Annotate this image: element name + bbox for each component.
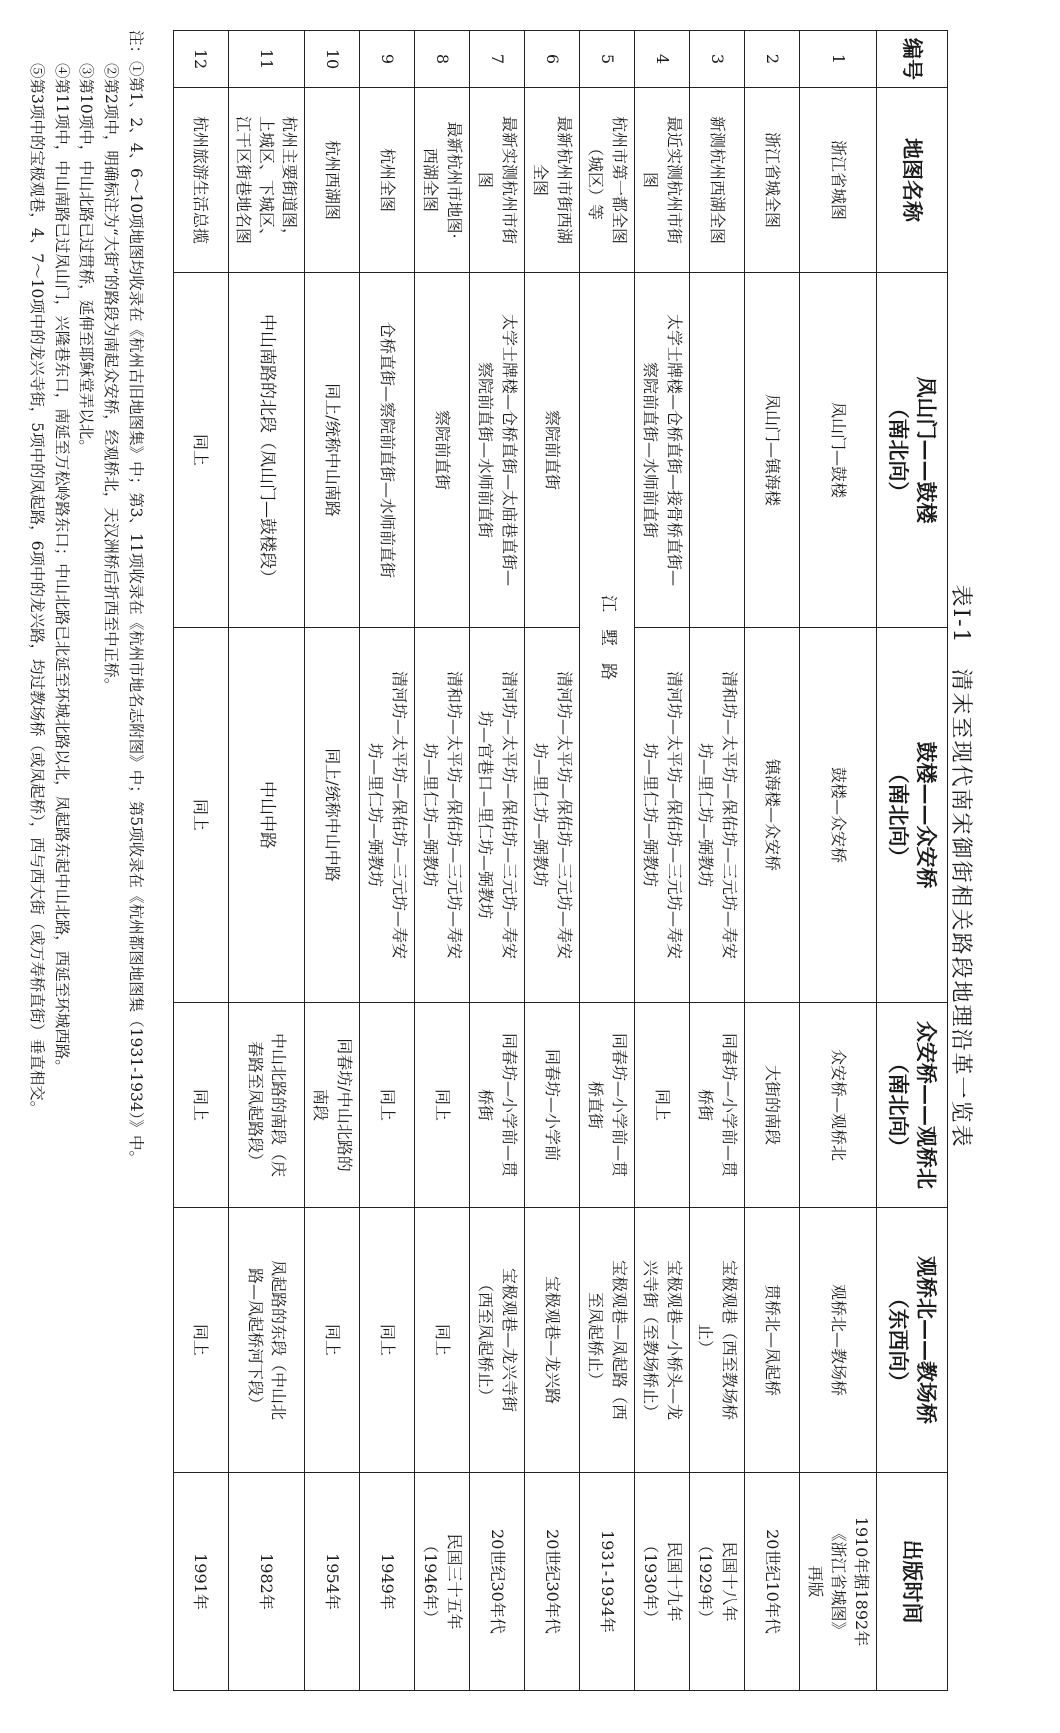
cell-segment-3: 同春坊—小学前—贯 桥街: [470, 1003, 525, 1208]
cell-map-name: 浙江省城图: [800, 88, 877, 273]
cell-zhongshan-south-road: 中山南路的北段（凤山门—鼓楼段）: [228, 273, 305, 628]
note-text: ③第10项中，中山北路已过贯桥，延伸至耶稣堂弄以北。: [77, 63, 96, 455]
cell-date: 民国十八年 （1929年）: [690, 1473, 745, 1691]
cell-segment-4: 宝极观巷（西至教场桥 止）: [690, 1208, 745, 1473]
cell-date: 1949年: [360, 1473, 415, 1691]
cell-segment-3: 同上: [360, 1003, 415, 1208]
cell-num: 4: [635, 31, 690, 88]
cell-segment-3: 同上: [415, 1003, 470, 1208]
cell-segment-1: [690, 273, 745, 628]
table-row: [173, 31, 228, 1691]
cell-num: 10: [305, 31, 360, 88]
note-text: ①第1、2、4、6～10项地图均收录在《杭州古旧地图集》中；第3、11项收录在《杭州市地名志附图》中；第5项收录在《杭州都图地图集（1931-1934）》中。: [127, 61, 145, 1167]
cell-num: 7: [470, 31, 525, 88]
cell-map-name: 最新实测杭州市街 图: [470, 88, 525, 273]
cell-segment-2: 清河坊—太平坊—保佑坊—三元坊—寿安 坊—里仁坊—弼教坊: [525, 628, 580, 1003]
note-line: [98, 30, 123, 1690]
note-line: [24, 30, 49, 1690]
cell-segment-1: 太学士牌楼—仓桥直街—接骨桥直街— 察院前直街—水师前直街: [635, 273, 690, 628]
cell-map-name: 新测杭州西湖全图: [690, 88, 745, 273]
cell-segment-4: 宝极观巷—龙兴路: [525, 1208, 580, 1473]
cell-map-name: 浙江省城全图: [745, 88, 800, 273]
note-text: ⑤第3项中的宝极观巷，4、7～10项中的龙兴寺街，5项中的凤起路，6项中的龙兴路，均过教场桥（或凤起桥），西与西大街（或万寿桥直街）垂直相交。: [27, 63, 46, 1117]
cell-segment-4: 同上: [415, 1208, 470, 1473]
cell-num: 12: [173, 31, 228, 88]
table-row: [635, 31, 690, 1691]
note-line: [49, 30, 74, 1690]
cell-segment-4: 同上: [305, 1208, 360, 1473]
cell-segment-4: 贯桥北—凤起桥: [745, 1208, 800, 1473]
table-row: [228, 31, 305, 1691]
table-row: [745, 31, 800, 1691]
cell-num: 11: [228, 31, 305, 88]
cell-segment-3: 中山北路的南段（庆 春路至凤起路段）: [228, 1003, 305, 1208]
cell-segment-1: 察院前直街: [415, 273, 470, 628]
cell-segment-1: 仓桥直街—察院前直街—水师前直街: [360, 273, 415, 628]
cell-segment-4: 宝极观巷—龙兴寺街 （西至凤起桥止）: [470, 1208, 525, 1473]
cell-date: 1991年: [173, 1473, 228, 1691]
cell-segment-3: 同上: [635, 1003, 690, 1208]
cell-map-name: 杭州市第一都全图 （城区）等: [580, 88, 635, 273]
cell-segment-4: 同上: [360, 1208, 415, 1473]
header-segment-2: 鼓楼——众安桥 （南北向）: [877, 628, 948, 1003]
cell-date: 20世纪30年代: [525, 1473, 580, 1691]
cell-map-name: 最新杭州市街西湖 全图: [525, 88, 580, 273]
cell-segment-3: 大街的南段: [745, 1003, 800, 1208]
cell-map-name: 最新杭州市地图· 西湖全图: [415, 88, 470, 273]
header-row: [877, 31, 948, 1691]
table-title: 表Ⅰ-1 清末至现代南宋御街相关路段地理沿革一览表: [948, 584, 973, 1149]
cell-map-name: 杭州西湖图: [305, 88, 360, 273]
cell-date: 1910年据1892年 《浙江省城图》 再版: [800, 1473, 877, 1691]
cell-segment-3: 同春坊—小学前: [525, 1003, 580, 1208]
cell-date: 1931-1934年: [580, 1473, 635, 1691]
cell-num: 1: [800, 31, 877, 88]
cell-segment-2: 清河坊—太平坊—保佑坊—三元坊—寿安 坊—里仁坊—弼教坊: [635, 628, 690, 1003]
cell-segment-3: 同春坊/中山北路的 南段: [305, 1003, 360, 1208]
cell-segment-2: 清河坊—太平坊—保佑坊—三元坊—寿安 坊—里仁坊—弼教坊: [360, 628, 415, 1003]
cell-jiangshu-road: 江 墅 路: [580, 273, 635, 1003]
cell-segment-3: 众安桥—观桥北: [800, 1003, 877, 1208]
cell-segment-1: 凤山门—鼓楼: [800, 273, 877, 628]
cell-segment-4: 观桥北—教场桥: [800, 1208, 877, 1473]
cell-date: 20世纪30年代: [470, 1473, 525, 1691]
table-row: [415, 31, 470, 1691]
history-table: [173, 30, 948, 1691]
header-segment-1: 凤山门——鼓楼 （南北向）: [877, 273, 948, 628]
cell-segment-1: 同上/统称中山南路: [305, 273, 360, 628]
table-row: [800, 31, 877, 1691]
notes-label: 注：: [127, 30, 145, 62]
cell-segment-4: 凤起路的东段（中山北 路—凤起桥河下段）: [228, 1208, 305, 1473]
cell-segment-4: 宝极观巷—小桥头—龙 兴寺街（至教场桥止）: [635, 1208, 690, 1473]
cell-segment-3: 同春坊—小学前—贯 桥街: [690, 1003, 745, 1208]
cell-map-name: 杭州全图: [360, 88, 415, 273]
cell-date: 1954年: [305, 1473, 360, 1691]
cell-num: 5: [580, 31, 635, 88]
header-map-name: 地图名称: [877, 88, 948, 273]
table-notes: [24, 30, 148, 1690]
table-row: [360, 31, 415, 1691]
cell-segment-2: 清和坊—太平坊—保佑坊—三元坊—寿安 坊—里仁坊—弼教坊: [690, 628, 745, 1003]
cell-map-name: 杭州旅游生活总揽: [173, 88, 228, 273]
cell-date: 20世纪10年代: [745, 1473, 800, 1691]
cell-segment-1: 凤山门—镇海楼: [745, 273, 800, 628]
cell-num: 8: [415, 31, 470, 88]
note-text: ④第11项中，中山南路已过凤山门，兴隆巷东口，南延至万松岭路东口；中山北路已北延至环城北路以北，凤起路东起中山北路，西延至环城西路。: [52, 63, 71, 1075]
header-date: 出版时间: [877, 1473, 948, 1691]
note-text: ②第2项中，明确标注为“大街”的路段为南起众安桥，经观桥北，天汉洲桥后折西至中正桥。: [102, 63, 121, 694]
cell-segment-4: 宝极观巷—凤起路（西 至凤起桥止）: [580, 1208, 635, 1473]
cell-map-name: 最近实测杭州市街 图: [635, 88, 690, 273]
cell-segment-2: 镇海楼—众安桥: [745, 628, 800, 1003]
header-segment-4: 观桥北——教场桥 （东西向）: [877, 1208, 948, 1473]
cell-date: 1982年: [228, 1473, 305, 1691]
cell-map-name: 杭州主要街道图， 上城区、下城区、 江干区街巷地名图: [228, 88, 305, 273]
header-num: 编号: [877, 31, 948, 88]
cell-date: 民国十九年 （1930年）: [635, 1473, 690, 1691]
cell-segment-2: 鼓楼—众安桥: [800, 628, 877, 1003]
cell-num: 3: [690, 31, 745, 88]
cell-segment-1: 察院前直街: [525, 273, 580, 628]
cell-segment-4: 同上: [173, 1208, 228, 1473]
table-row: [525, 31, 580, 1691]
cell-segment-2: 同上/统称中山中路: [305, 628, 360, 1003]
table-row: [690, 31, 745, 1691]
cell-segment-2: 清河坊—太平坊—保佑坊—三元坊—寿安 坊—官巷口—里仁坊—弼教坊: [470, 628, 525, 1003]
note-line: [74, 30, 99, 1690]
cell-segment-2: 清和坊—太平坊—保佑坊—三元坊—寿安 坊—里仁坊—弼教坊: [415, 628, 470, 1003]
table-row: [305, 31, 360, 1691]
table-row: [580, 31, 635, 1691]
cell-segment-1: 太学士牌楼—仓桥直街—太庙巷直街— 察院前直街—水师前直街: [470, 273, 525, 628]
table-row: [470, 31, 525, 1691]
cell-num: 2: [745, 31, 800, 88]
cell-segment-3: 同春坊—小学前—贯 桥直街: [580, 1003, 635, 1208]
header-segment-3: 众安桥——观桥北 （南北向）: [877, 1003, 948, 1208]
cell-segment-3: 同上: [173, 1003, 228, 1208]
cell-segment-2: 同上: [173, 628, 228, 1003]
note-line: [123, 30, 148, 1690]
cell-zhongshan-middle-road: 中山中路: [228, 628, 305, 1003]
cell-num: 6: [525, 31, 580, 88]
cell-num: 9: [360, 31, 415, 88]
cell-segment-1: 同上: [173, 273, 228, 628]
cell-date: 民国三十五年 （1946年）: [415, 1473, 470, 1691]
